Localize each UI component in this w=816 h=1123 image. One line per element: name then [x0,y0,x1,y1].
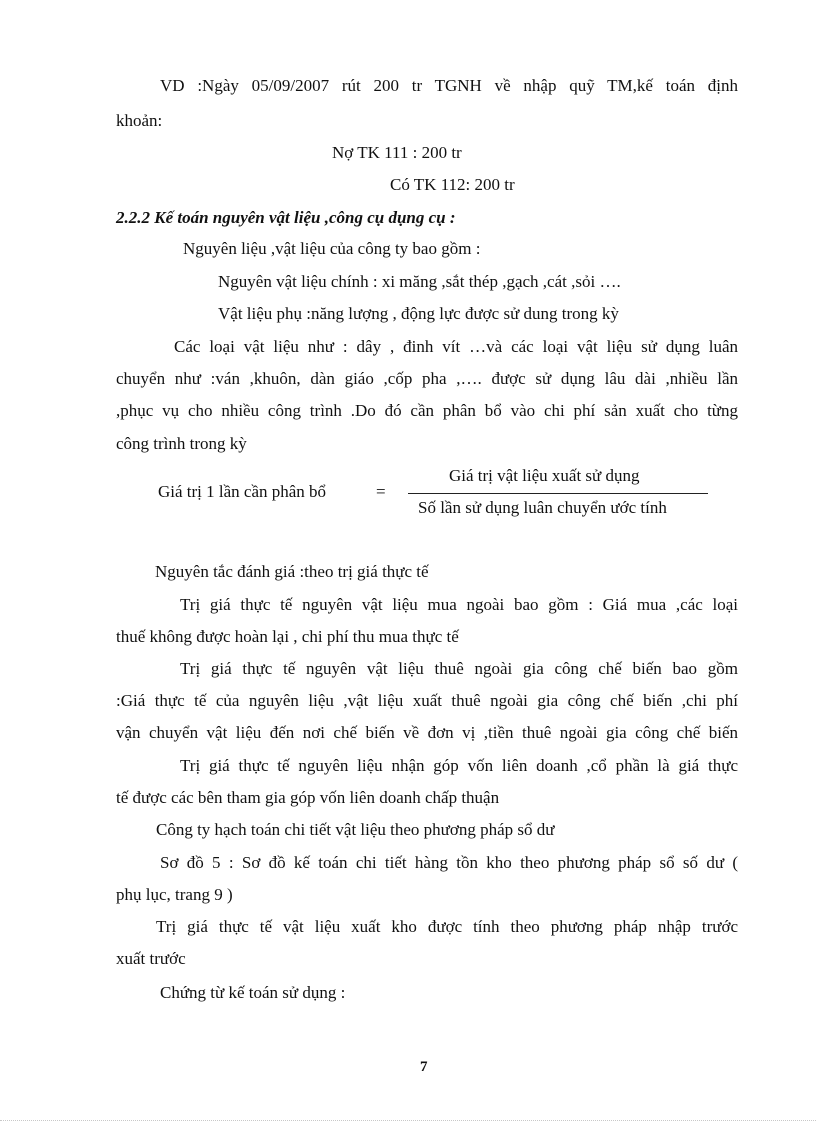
text-line: Các loại vật liệu như : dây , đinh vít …và các loại vật liệu sử dụng luân [174,337,738,356]
fraction-bar [408,493,708,494]
journal-credit-line: Có TK 112: 200 tr [390,175,515,194]
text-line: chuyển như :ván ,khuôn, dàn giáo ,cốp pha ,…. được sử dụng lâu dài ,nhiều lần [116,369,738,388]
text-line: Nguyên vật liệu chính : xi măng ,sắt thép ,gạch ,cát ,sỏi …. [218,272,621,291]
text-line: tế được các bên tham gia góp vốn liên doanh chấp thuận [116,788,500,807]
text-line: Sơ đồ 5 : Sơ đồ kế toán chi tiết hàng tồn kho theo phương pháp sổ số dư ( [160,853,738,872]
formula-denominator: Số lần sử dụng luân chuyển ước tính [418,498,667,517]
text-line: thuế không được hoàn lại , chi phí thu mua thực tế [116,627,459,646]
page-bottom-border [0,1120,816,1121]
text-line: khoản: [116,111,163,130]
formula-lhs: Giá trị 1 lần cần phân bổ [158,482,327,501]
text-line: công trình trong kỳ [116,434,247,453]
text-line: :Giá thực tế của nguyên liệu ,vật liệu xuất thuê ngoài gia công chế biến ,chi phí [116,691,738,710]
text-line: xuất trước [116,949,186,968]
text-line: Trị giá thực tế nguyên vật liệu mua ngoài bao gồm : Giá mua ,các loại [180,595,738,614]
journal-debit-line: Nợ TK 111 : 200 tr [332,143,462,162]
text-line: Nguyên liệu ,vật liệu của công ty bao gồm : [183,239,481,258]
text-line: Trị giá thực tế nguyên vật liệu thuê ngoài gia công chế biến bao gồm [180,659,738,678]
text-line: Trị giá thực tế vật liệu xuất kho được tính theo phương pháp nhập trước [156,917,738,936]
text-line: phụ lục, trang 9 ) [116,885,233,904]
formula-numerator: Giá trị vật liệu xuất sử dụng [449,466,640,485]
text-line: VD :Ngày 05/09/2007 rút 200 tr TGNH về nhập quỹ TM,kế toán định [160,76,738,95]
text-line: Trị giá thực tế nguyên liệu nhận góp vốn liên doanh ,cổ phần là giá thực [180,756,738,775]
section-heading: 2.2.2 Kế toán nguyên vật liệu ,công cụ dụng cụ : [116,208,456,227]
text-line: Nguyên tắc đánh giá :theo trị giá thực tế [155,562,429,581]
text-line: Vật liệu phụ :năng lượng , động lực được sử dung trong kỳ [218,304,619,323]
formula-equals: = [376,482,386,501]
text-line: Công ty hạch toán chi tiết vật liệu theo phương pháp sổ dư [156,820,555,839]
page-number: 7 [420,1059,428,1075]
text-line: Chứng từ kế toán sử dụng : [160,983,346,1002]
text-line: vận chuyển vật liệu đến nơi chế biến về đơn vị ,tiền thuê ngoài gia công chế biến [116,723,738,742]
text-line: ,phục vụ cho nhiều công trình .Do đó cần phân bổ vào chi phí sản xuất cho từng [116,401,738,420]
